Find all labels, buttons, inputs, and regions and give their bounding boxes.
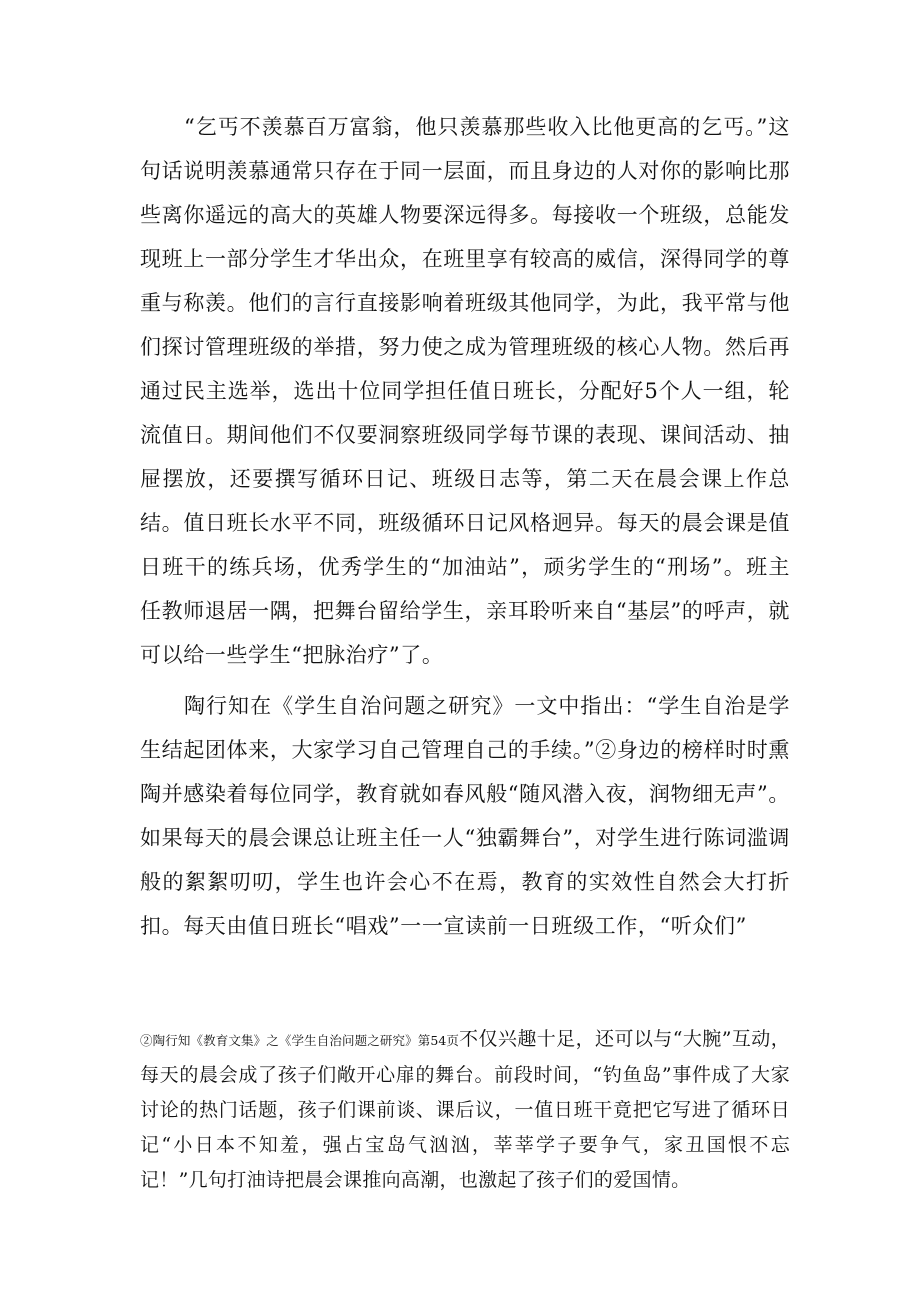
- footnote: ②陶行知《教育文集》之《学生自治问题之研究》第54页: [140, 1033, 460, 1048]
- paragraph-2: 陶行知在《学生自治问题之研究》一文中指出：“学生自治是学生结起团体来，大家学习自己管理自己的手续。”②身边的榜样时时熏陶并感染着每位同学，教育就如春风般“随风潜入夜，润物细无声”。如果每天的晨会课总让班主任一人“独霸舞台”，对学生进行陈词滥调般的絮絮叨叨，学生也许会心不在焉，教育的实效性自然会大打折扣。每天由值日班长“唱戏”一一宣读前一日班级工作，“听众们”: [140, 694, 790, 938]
- continuation-text: 不仅兴趣十足，还可以与“大腕”互动，每天的晨会成了孩子们敞开心扉的舞台。前段时间，“钓鱼岛”事件成了大家讨论的热门话题，孩子们课前谈、课后议，一值日班干竟把它写进了循环日记“小日本不知羞，强占宝岛气汹汹，莘莘学子要争气，家丑国恨不忘记！”几句打油诗把晨会课推向高潮，也激起了孩子们的爱国情。: [140, 1028, 790, 1191]
- footnote-and-continuation: [140, 1022, 790, 1198]
- paragraph-1: “乞丐不羡慕百万富翁，他只羡慕那些收入比他更高的乞丐。”这句话说明羡慕通常只存在于同一层面，而且身边的人对你的影响比那些离你遥远的高大的英雄人物要深远得多。每接收一个班级，总能发现班上一部分学生才华出众，在班里享有较高的威信，深得同学的尊重与称羡。他们的言行直接影响着班级其他同学，为此，我平常与他们探讨管理班级的举措，努力使之成为管理班级的核心人物。然后再通过民主选举，选出十位同学担任值日班长，分配好5个人一组，轮流值日。期间他们不仅要洞察班级同学每节课的表现、课间活动、抽屉摆放，还要撰写循环日记、班级日志等，第二天在晨会课上作总结。值日班长水平不同，班级循环日记风格迥异。每天的晨会课是值日班干的练兵场，优秀学生的“加油站”，顽劣学生的“刑场”。班主任教师退居一隅，把舞台留给学生，亲耳聆听来自“基层”的呼声，就可以给一些学生“把脉治疗”了。: [140, 115, 790, 667]
